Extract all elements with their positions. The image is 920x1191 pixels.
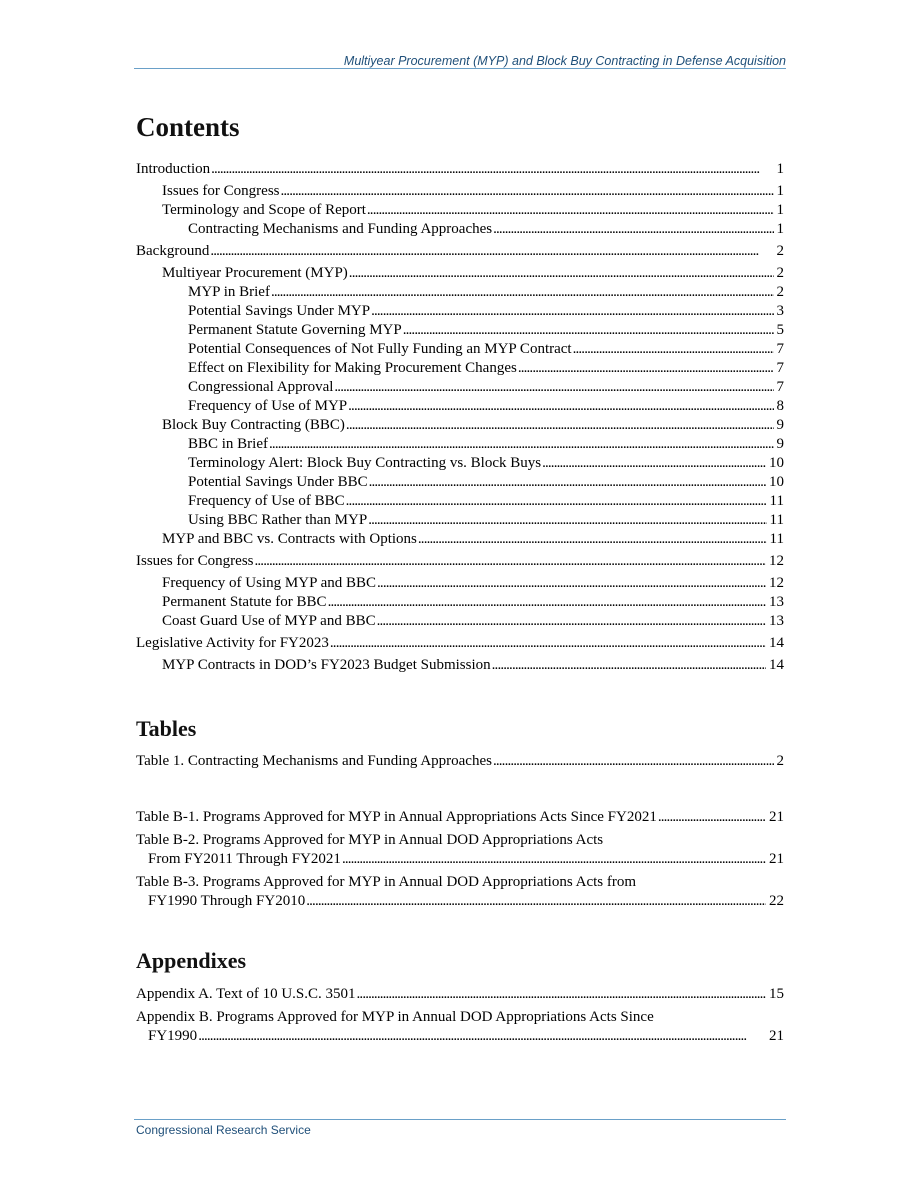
toc-entry[interactable] xyxy=(136,264,784,283)
toc-entry-label: Introduction xyxy=(136,161,211,177)
dot-leader xyxy=(271,283,774,302)
toc-entry-label: Potential Consequences of Not Fully Funding an MYP Contract xyxy=(188,341,572,357)
dot-leader xyxy=(269,435,773,454)
toc-entry[interactable] xyxy=(136,552,784,571)
toc-entry-page: 2 xyxy=(776,284,784,300)
dot-leader xyxy=(357,985,766,1004)
dot-leader xyxy=(369,473,766,492)
dot-leader xyxy=(542,454,766,473)
table-entry-page: 2 xyxy=(776,753,784,769)
header-rule xyxy=(134,68,786,69)
table-entry-page: 21 xyxy=(769,851,784,867)
toc-entry-page: 1 xyxy=(776,161,784,177)
toc-entry[interactable] xyxy=(136,302,784,321)
dot-leader xyxy=(493,220,773,239)
toc-entry[interactable] xyxy=(136,283,784,302)
toc-entry-label: Congressional Approval xyxy=(188,379,334,395)
dot-leader xyxy=(346,416,774,435)
toc-entry-page: 11 xyxy=(769,531,784,547)
toc-entry-page: 1 xyxy=(776,183,784,199)
toc-entry-page: 1 xyxy=(776,221,784,237)
running-footer: Congressional Research Service xyxy=(136,1123,311,1137)
toc-entry-label: MYP and BBC vs. Contracts with Options xyxy=(162,531,417,547)
toc-entry-label: Legislative Activity for FY2023 xyxy=(136,635,329,651)
toc-entry-page: 7 xyxy=(776,379,784,395)
contents-list xyxy=(136,160,784,675)
table-entry-label: Table B-1. Programs Approved for MYP in Annual Appropriations Acts Since FY2021 xyxy=(136,809,657,825)
toc-entry-label: Effect on Flexibility for Making Procurement Changes xyxy=(188,360,517,376)
toc-entry-label: Potential Savings Under BBC xyxy=(188,474,368,490)
toc-entry-label: Frequency of Use of BBC xyxy=(188,493,345,509)
table-entry-label: From FY2011 Through FY2021 xyxy=(148,851,341,867)
toc-entry-page: 3 xyxy=(776,303,784,319)
toc-entry-page: 14 xyxy=(769,635,784,651)
toc-entry-label: Using BBC Rather than MYP xyxy=(188,512,368,528)
toc-entry[interactable] xyxy=(136,182,784,201)
toc-entry[interactable] xyxy=(136,634,784,653)
toc-entry[interactable] xyxy=(136,435,784,454)
toc-entry-label: BBC in Brief xyxy=(188,436,269,452)
toc-entry[interactable] xyxy=(136,416,784,435)
footer-rule xyxy=(134,1119,786,1120)
table-entry-title: Table B-3. Programs Approved for MYP in Annual DOD Appropriations Acts from xyxy=(136,874,637,890)
toc-entry-page: 10 xyxy=(769,474,784,490)
dot-leader xyxy=(492,656,766,675)
table-entry[interactable] xyxy=(136,808,784,827)
dot-leader xyxy=(348,397,773,416)
toc-entry-label: MYP in Brief xyxy=(188,284,270,300)
dot-leader xyxy=(377,574,766,593)
appendix-entry-label: Appendix A. Text of 10 U.S.C. 3501 xyxy=(136,986,356,1002)
appendix-entry[interactable] xyxy=(136,1008,784,1046)
dot-leader xyxy=(342,850,766,869)
toc-entry[interactable] xyxy=(136,492,784,511)
toc-entry[interactable] xyxy=(136,656,784,675)
toc-entry-label: Potential Savings Under MYP xyxy=(188,303,371,319)
appendix-entry-title: Appendix B. Programs Approved for MYP in Annual DOD Appropriations Acts Since xyxy=(136,1009,654,1025)
toc-entry[interactable] xyxy=(136,340,784,359)
toc-entry-page: 14 xyxy=(769,657,784,673)
dot-leader xyxy=(346,492,767,511)
dot-leader xyxy=(306,892,766,911)
toc-entry[interactable] xyxy=(136,378,784,397)
toc-entry-page: 8 xyxy=(776,398,784,414)
dot-leader xyxy=(518,359,774,378)
table-entry-label: Table 1. Contracting Mechanisms and Funding Approaches xyxy=(136,753,492,769)
toc-entry-label: Block Buy Contracting (BBC) xyxy=(162,417,345,433)
toc-entry-label: Permanent Statute Governing MYP xyxy=(188,322,402,338)
toc-entry-page: 2 xyxy=(776,265,784,281)
dot-leader xyxy=(210,242,773,261)
toc-entry-label: Contracting Mechanisms and Funding Approaches xyxy=(188,221,493,237)
dot-leader xyxy=(493,752,774,771)
appendix-entry-page: 15 xyxy=(769,986,784,1002)
toc-entry-page: 11 xyxy=(769,493,784,509)
toc-entry[interactable] xyxy=(136,574,784,593)
appendix-entry-label: FY1990 xyxy=(148,1028,198,1044)
table-entry-page: 21 xyxy=(769,809,784,825)
appendix-entry[interactable] xyxy=(136,985,784,1004)
toc-entry[interactable] xyxy=(136,359,784,378)
dot-leader xyxy=(418,530,767,549)
appendix-entry-page: 21 xyxy=(769,1028,784,1044)
toc-entry-label: Issues for Congress xyxy=(162,183,280,199)
toc-entry-page: 12 xyxy=(769,575,784,591)
toc-entry-label: Frequency of Using MYP and BBC xyxy=(162,575,377,591)
toc-entry[interactable] xyxy=(136,511,784,530)
table-entry[interactable] xyxy=(136,752,784,771)
toc-entry[interactable] xyxy=(136,220,784,239)
toc-entry-label: Coast Guard Use of MYP and BBC xyxy=(162,613,376,629)
toc-entry[interactable] xyxy=(136,321,784,340)
dot-leader xyxy=(367,201,774,220)
dot-leader xyxy=(349,264,774,283)
toc-entry-label: Terminology and Scope of Report xyxy=(162,202,366,218)
toc-entry-label: Background xyxy=(136,243,210,259)
dot-leader xyxy=(211,160,773,179)
dot-leader xyxy=(573,340,774,359)
appendix-tables-list xyxy=(136,808,784,911)
dot-leader xyxy=(281,182,774,201)
toc-entry-page: 9 xyxy=(776,436,784,452)
toc-entry-page: 10 xyxy=(769,455,784,471)
toc-entry-label: Issues for Congress xyxy=(136,553,254,569)
toc-entry-page: 12 xyxy=(769,553,784,569)
toc-entry[interactable] xyxy=(136,201,784,220)
toc-entry-label: Multiyear Procurement (MYP) xyxy=(162,265,348,281)
table-entry[interactable] xyxy=(136,873,784,911)
dot-leader xyxy=(368,511,766,530)
tables-heading: Tables xyxy=(136,716,197,741)
dot-leader xyxy=(334,378,773,397)
toc-entry-label: Terminology Alert: Block Buy Contracting vs. Block Buys xyxy=(188,455,542,471)
table-entry-title: Table B-2. Programs Approved for MYP in Annual DOD Appropriations Acts xyxy=(136,832,604,848)
toc-entry-label: MYP Contracts in DOD’s FY2023 Budget Submission xyxy=(162,657,491,673)
contents-heading: Contents xyxy=(136,112,240,142)
toc-entry-label: Permanent Statute for BBC xyxy=(162,594,327,610)
toc-entry-label: Frequency of Use of MYP xyxy=(188,398,348,414)
toc-entry-page: 7 xyxy=(776,341,784,357)
table-entry-page: 22 xyxy=(769,893,784,909)
dot-leader xyxy=(377,612,766,631)
toc-entry-page: 13 xyxy=(769,594,784,610)
toc-entry[interactable] xyxy=(136,593,784,612)
dot-leader xyxy=(658,808,766,827)
toc-entry[interactable] xyxy=(136,530,784,549)
tables-list xyxy=(136,752,784,771)
toc-entry[interactable] xyxy=(136,473,784,492)
toc-entry[interactable] xyxy=(136,612,784,631)
toc-entry[interactable] xyxy=(136,397,784,416)
toc-entry-page: 1 xyxy=(776,202,784,218)
toc-entry-page: 11 xyxy=(769,512,784,528)
appendixes-list xyxy=(136,985,784,1046)
toc-entry-page: 2 xyxy=(776,243,784,259)
running-header: Multiyear Procurement (MYP) and Block Buy Contracting in Defense Acquisition xyxy=(343,54,786,68)
dot-leader xyxy=(328,593,766,612)
toc-entry-page: 5 xyxy=(776,322,784,338)
dot-leader xyxy=(371,302,773,321)
table-entry[interactable] xyxy=(136,831,784,869)
toc-entry[interactable] xyxy=(136,454,784,473)
toc-entry-page: 9 xyxy=(776,417,784,433)
toc-entry-page: 13 xyxy=(769,613,784,629)
dot-leader xyxy=(403,321,774,340)
dot-leader xyxy=(330,634,766,653)
toc-entry-page: 7 xyxy=(776,360,784,376)
toc-entry[interactable] xyxy=(136,160,784,179)
table-entry-label: FY1990 Through FY2010 xyxy=(148,893,306,909)
dot-leader xyxy=(255,552,767,571)
dot-leader xyxy=(198,1027,766,1046)
appendixes-heading: Appendixes xyxy=(136,948,247,973)
toc-entry[interactable] xyxy=(136,242,784,261)
